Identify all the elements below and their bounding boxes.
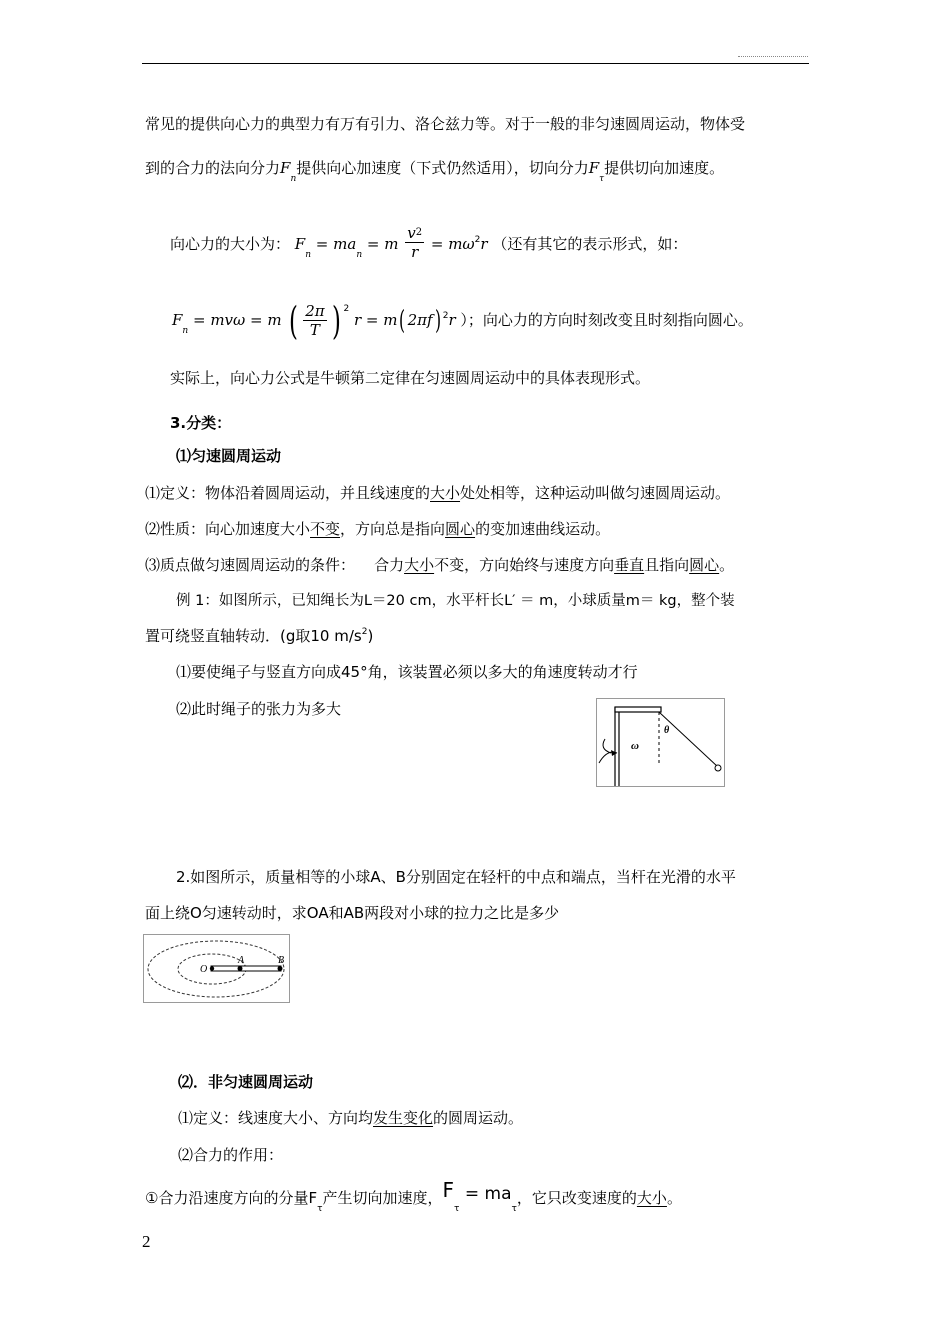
page-number: 2 [142,1232,151,1251]
nonuniform-definition: ⑴定义：线速度大小、方向均发生变化的圆周运动。 [178,1109,524,1127]
omega-label: ω [631,740,639,752]
nonuniform-item-1: ①合力沿速度方向的分量$F_\tau$产生切向加速度，$F_\tau = ma_\tau$，它只改变速度的大小。 [145,1178,682,1214]
header-mark [738,56,808,57]
nonuniform-effect: ⑵合力的作用： [178,1146,284,1164]
remark-line: 实际上，向心力公式是牛顿第二定律在匀速圆周运动中的具体表现形式。 [170,369,651,387]
definition-line: ⑴定义：物体沿着圆周运动，并且线速度的大小处处相等，这种运动叫做匀速圆周运动。 [145,484,731,502]
example1-line-1: 例 1：如图所示，已知绳长为L＝20 cm，水平杆长L′ ＝ m，小球质量m＝ kg，整个装 [176,593,735,609]
example2-line-2: 面上绕O匀速转动时，求OA和AB两段对小球的拉力之比是多少 [145,904,560,922]
pendulum-figure [596,698,725,787]
label-A: A [238,955,245,966]
formula-2: $F_n = mv\omega = m$ ( $\frac{2\pi}{T}$ ) $^2$ r = m( 2πf) $^2$r ）；向心力的方向时刻改变且时刻指向圆心。 [172,298,753,343]
header-rule [142,63,809,64]
nonuniform-title: ⑵．非匀速圆周运动 [178,1073,314,1091]
theta-label: θ [664,725,670,736]
property-line: ⑵性质：向心加速度大小不变，方向总是指向圆心的变加速曲线运动。 [145,520,611,538]
fraction-v2-r: $\frac{v^2}{r}$ [407,224,423,261]
rod-balls-diagram [144,935,289,1002]
condition-line: ⑶质点做匀速圆周运动的条件： 合力大小不变，方向始终与速度方向垂直且指向圆心。 [145,556,735,574]
formula-1: 向心力的大小为： $F_n = ma_n = m$ $\frac{v^2}{r}$ = $m\omega^2r$ （还有其它的表示形式，如： [170,224,688,261]
example1-question-2: ⑵此时绳子的张力为多大 [176,700,342,718]
example1-question-1: ⑴要使绳子与竖直方向成45°角，该装置必须以多大的角速度转动才行 [176,663,638,681]
label-O: O [200,964,208,975]
intro-line-1: 常见的提供向心力的典型力有万有引力、洛仑兹力等。对于一般的非匀速圆周运动，物体受 [145,115,746,133]
uniform-circular-title: ⑴匀速圆周运动 [176,447,282,465]
label-B: B [278,955,285,966]
example1-line-2: 置可绕竖直轴转动．(g取10 $m/s^2$) [145,627,374,645]
example2-line-1: 2.如图所示，质量相等的小球A、B分别固定在轻杆的中点和端点，当杆在光滑的水平 [176,868,736,886]
rod-balls-figure [143,934,290,1003]
intro-line-2: 到的合力的法向分力$F_n$提供向心加速度（下式仍然适用），切向分力$F_\tau$提供切向加速度。 [145,159,725,184]
fraction-2pi-T: $\frac{2\pi}{T}$ [305,302,325,339]
pendulum-diagram [597,699,724,786]
section-3-title: 3.分类： [170,414,232,432]
